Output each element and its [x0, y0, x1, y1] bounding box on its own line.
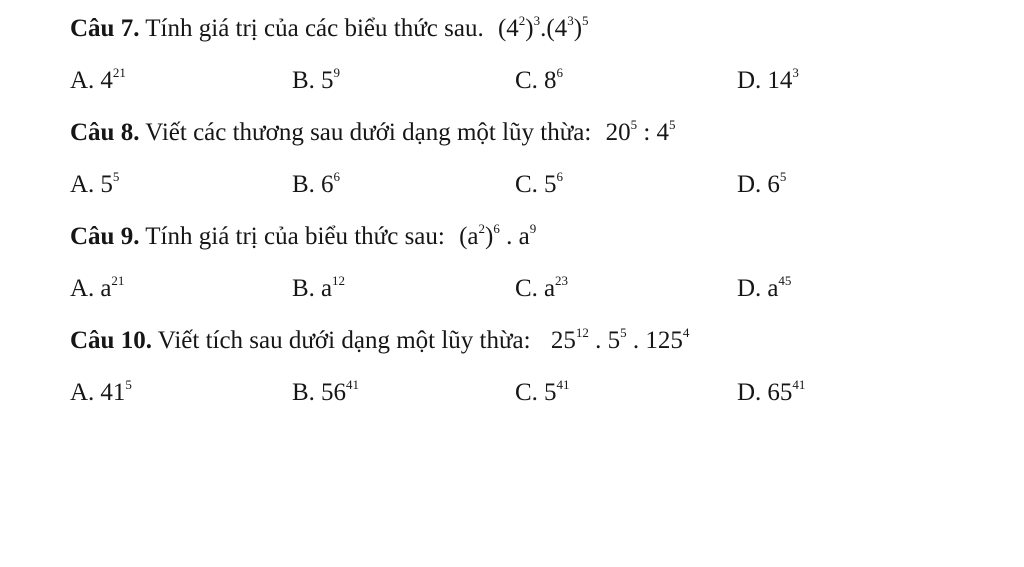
- question-10: [70, 326, 689, 356]
- option-letter: A.: [70, 379, 95, 406]
- option-value: $56^{41}$: [320, 377, 359, 406]
- question-label: Câu 9.: [70, 223, 140, 250]
- option-value: $a^{23}$: [543, 273, 569, 302]
- option-d[interactable]: [737, 170, 786, 200]
- option-c[interactable]: [515, 170, 563, 200]
- option-value: $5^5$: [100, 169, 120, 198]
- option-value: $5^{41}$: [543, 377, 570, 406]
- option-letter: C.: [515, 275, 538, 302]
- option-b[interactable]: [292, 378, 359, 408]
- option-letter: D.: [737, 171, 762, 198]
- option-letter: C.: [515, 379, 538, 406]
- option-value: $6^6$: [320, 169, 340, 198]
- question-8: [70, 118, 676, 148]
- option-b[interactable]: [292, 66, 340, 96]
- option-value: $41^5$: [100, 377, 132, 406]
- option-letter: B.: [292, 171, 315, 198]
- option-letter: A.: [70, 275, 95, 302]
- option-letter: C.: [515, 67, 538, 94]
- option-value: $5^6$: [543, 169, 563, 198]
- option-c[interactable]: [515, 66, 563, 96]
- option-value: $8^6$: [543, 65, 563, 94]
- option-letter: A.: [70, 67, 95, 94]
- option-b[interactable]: [292, 170, 340, 200]
- question-expression: $25^{12}$ . $5^5$ . $125^4$: [550, 325, 690, 354]
- question-expression: $(4^2)^3.(4^3)^5$: [497, 13, 589, 42]
- option-d[interactable]: [737, 66, 799, 96]
- question-label: Câu 8.: [70, 119, 140, 146]
- question-text: Tính giá trị của các biểu thức sau.: [145, 15, 484, 42]
- option-a[interactable]: [70, 170, 119, 200]
- question-expression: $20^5$ : $4^5$: [605, 117, 676, 146]
- question-text: Viết các thương sau dưới dạng một lũy thừa:: [145, 119, 592, 146]
- question-text: Tính giá trị của biểu thức sau:: [145, 223, 445, 250]
- option-d[interactable]: [737, 274, 791, 304]
- question-text: Viết tích sau dưới dạng một lũy thừa:: [157, 327, 531, 354]
- option-d[interactable]: [737, 378, 805, 408]
- option-letter: B.: [292, 67, 315, 94]
- option-c[interactable]: [515, 274, 568, 304]
- option-letter: A.: [70, 171, 95, 198]
- option-c[interactable]: [515, 378, 569, 408]
- question-9: [70, 222, 536, 252]
- option-a[interactable]: [70, 66, 126, 96]
- option-letter: D.: [737, 379, 762, 406]
- option-letter: B.: [292, 275, 315, 302]
- option-a[interactable]: [70, 274, 124, 304]
- option-letter: B.: [292, 379, 315, 406]
- option-value: $6^5$: [767, 169, 787, 198]
- question-7: [70, 14, 589, 44]
- option-value: $5^9$: [320, 65, 340, 94]
- option-letter: D.: [737, 275, 762, 302]
- option-letter: D.: [737, 67, 762, 94]
- option-value: $a^{45}$: [767, 273, 792, 302]
- option-letter: C.: [515, 171, 538, 198]
- question-label: Câu 10.: [70, 327, 152, 354]
- option-b[interactable]: [292, 274, 345, 304]
- option-value: $a^{12}$: [320, 273, 346, 302]
- question-expression: $(a^2)^6$ . $a^9$: [459, 221, 537, 250]
- option-a[interactable]: [70, 378, 132, 408]
- question-label: Câu 7.: [70, 15, 140, 42]
- option-value: $a^{21}$: [100, 273, 125, 302]
- option-value: $14^3$: [767, 65, 799, 94]
- option-value: $4^{21}$: [100, 65, 126, 94]
- option-value: $65^{41}$: [767, 377, 806, 406]
